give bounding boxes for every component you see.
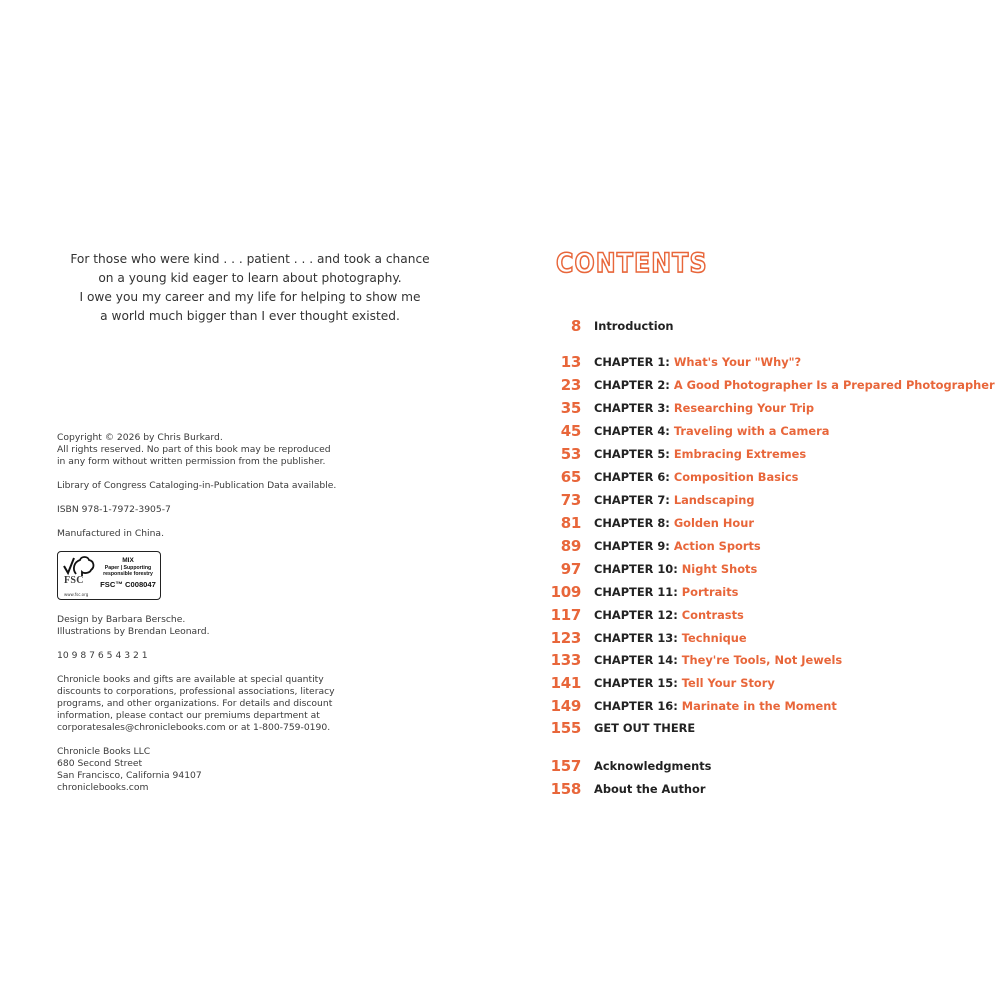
fsc-details	[96, 556, 160, 590]
fsc-paper-line: responsible forestry	[103, 571, 153, 577]
toc-chapter-title: Golden Hour	[673, 516, 754, 530]
toc-page-number: 149	[550, 697, 581, 715]
toc-entry-label: CHAPTER 8:	[594, 516, 670, 530]
toc-entry-label: CHAPTER 7:	[594, 493, 670, 507]
toc-entry	[540, 718, 695, 738]
dedication	[50, 250, 450, 326]
toc-chapter-title: Marinate in the Moment	[681, 699, 837, 713]
toc-entry	[540, 444, 806, 464]
toc-entry	[540, 467, 798, 487]
publisher-line: 680 Second Street	[57, 758, 143, 769]
manufactured-notice: Manufactured in China.	[57, 528, 164, 539]
sales-line: programs, and other organizations. For details and discount	[57, 698, 333, 709]
toc-entry-label: CHAPTER 5:	[594, 447, 670, 461]
copyright-line: Copyright © 2026 by Chris Burkard.	[57, 432, 223, 443]
printing-line: 10 9 8 7 6 5 4 3 2 1	[57, 650, 148, 661]
dedication-line: on a young kid eager to learn about photography.	[98, 271, 402, 285]
toc-entry-label: CHAPTER 13:	[594, 631, 678, 645]
sales-line: information, please contact our premiums department at	[57, 710, 320, 721]
toc-entry	[540, 628, 747, 648]
toc-entry	[540, 513, 754, 533]
contents-title: CONTENTS	[556, 248, 708, 279]
toc-page-number: 13	[560, 353, 581, 371]
fsc-paper-line: Paper | Supporting	[104, 565, 152, 571]
isbn: ISBN 978-1-7972-3905-7	[57, 504, 171, 515]
toc-page-number: 65	[560, 468, 581, 486]
publisher-line: San Francisco, California 94107	[57, 770, 202, 781]
toc-chapter-title: Landscaping	[673, 493, 755, 507]
toc-entry-label: CHAPTER 3:	[594, 401, 670, 415]
cip-notice: Library of Congress Cataloging-in-Publication Data available.	[57, 480, 337, 491]
toc-chapter-title: Action Sports	[673, 539, 761, 553]
sales-line: discounts to corporations, professional associations, literacy	[57, 686, 335, 697]
sales-line: Chronicle books and gifts are available at special quantity	[57, 674, 324, 685]
toc-entry-label: CHAPTER 9:	[594, 539, 670, 553]
toc-entry-label: Introduction	[594, 319, 674, 333]
copyright-line: All rights reserved. No part of this book may be reproduced	[57, 444, 331, 455]
toc-chapter-title: A Good Photographer Is a Prepared Photographer	[673, 378, 995, 392]
sales-line: corporatesales@chroniclebooks.com or at 1-800-759-0190.	[57, 722, 331, 733]
toc-chapter-title: They're Tools, Not Jewels	[681, 653, 843, 667]
toc-page-number: 133	[550, 651, 581, 669]
toc-chapter-title: Traveling with a Camera	[673, 424, 830, 438]
toc-page-number: 97	[560, 560, 581, 578]
toc-entry	[540, 536, 761, 556]
dedication-line: a world much bigger than I ever thought existed.	[100, 309, 400, 323]
toc-entry	[540, 398, 814, 418]
toc-chapter-title: Night Shots	[681, 562, 758, 576]
toc-entry	[540, 650, 842, 670]
dedication-line: For those who were kind . . . patient . . . and took a chance	[70, 252, 430, 266]
toc-chapter-title: Portraits	[681, 585, 739, 599]
toc-page-number: 23	[560, 376, 581, 394]
toc-chapter-title: Researching Your Trip	[673, 401, 815, 415]
toc-entry-label: CHAPTER 14:	[594, 653, 678, 667]
toc-entry	[540, 673, 775, 693]
toc-entry-label: CHAPTER 1:	[594, 355, 670, 369]
toc-entry	[540, 490, 755, 510]
toc-entry	[540, 559, 757, 579]
fsc-code: FSC™ C008047	[100, 580, 156, 589]
toc-page-number: 89	[560, 537, 581, 555]
credit-line: Design by Barbara Bersche.	[57, 614, 186, 625]
toc-entry	[540, 605, 744, 625]
toc-entry	[540, 696, 837, 716]
toc-entry-label: CHAPTER 11:	[594, 585, 678, 599]
toc-entry	[540, 375, 995, 395]
toc-entry-label: Acknowledgments	[594, 759, 712, 773]
toc-entry-label: GET OUT THERE	[594, 721, 696, 735]
dedication-line: I owe you my career and my life for helping to show me	[79, 290, 421, 304]
toc-chapter-title: Tell Your Story	[681, 676, 775, 690]
toc-entry	[540, 582, 738, 602]
toc-entry	[540, 421, 829, 441]
toc-page-number: 117	[550, 606, 581, 624]
publisher-line: Chronicle Books LLC	[57, 746, 151, 757]
toc-page-number: 35	[560, 399, 581, 417]
copyright-block	[57, 432, 357, 806]
toc-page-number: 53	[560, 445, 581, 463]
toc-page-number: 81	[560, 514, 581, 532]
toc-page-number: 123	[550, 629, 581, 647]
fsc-url: www.fsc.org	[64, 592, 89, 597]
toc-page-number: 141	[550, 674, 581, 692]
toc-chapter-title: Embracing Extremes	[673, 447, 807, 461]
copyright-notice	[57, 432, 357, 468]
toc-entry-label: CHAPTER 15:	[594, 676, 678, 690]
fsc-badge	[57, 551, 161, 600]
credit-line: Illustrations by Brendan Leonard.	[57, 626, 210, 637]
toc-chapter-title: Technique	[681, 631, 747, 645]
toc-page-number: 8	[570, 317, 581, 335]
toc-entry-label: CHAPTER 2:	[594, 378, 670, 392]
toc-entry-label: About the Author	[594, 782, 706, 796]
toc-entry-label: CHAPTER 4:	[594, 424, 670, 438]
toc-entry-label: CHAPTER 12:	[594, 608, 678, 622]
copyright-line: in any form without written permission from the publisher.	[57, 456, 326, 467]
toc-page-number: 73	[560, 491, 581, 509]
toc-entry	[540, 756, 711, 776]
fsc-logo-text: FSC	[64, 575, 84, 586]
publisher-address	[57, 746, 357, 794]
toc-page-number: 109	[550, 583, 581, 601]
publisher-line: chroniclebooks.com	[57, 782, 149, 793]
toc-entry-label: CHAPTER 6:	[594, 470, 670, 484]
toc-entry	[540, 352, 801, 372]
toc-page-number: 157	[550, 757, 581, 775]
sales-notice	[57, 674, 357, 734]
toc-page-number: 45	[560, 422, 581, 440]
toc-chapter-title: Contrasts	[681, 608, 744, 622]
credits	[57, 614, 357, 638]
toc-chapter-title: What's Your "Why"?	[673, 355, 802, 369]
toc-entry-label: CHAPTER 10:	[594, 562, 678, 576]
fsc-mix: MIX	[122, 557, 134, 564]
toc-page-number: 155	[550, 719, 581, 737]
toc-entry	[540, 316, 674, 336]
toc-entry	[540, 779, 705, 799]
toc-page-number: 158	[550, 780, 581, 798]
toc-chapter-title: Composition Basics	[673, 470, 799, 484]
toc-entry-label: CHAPTER 16:	[594, 699, 678, 713]
